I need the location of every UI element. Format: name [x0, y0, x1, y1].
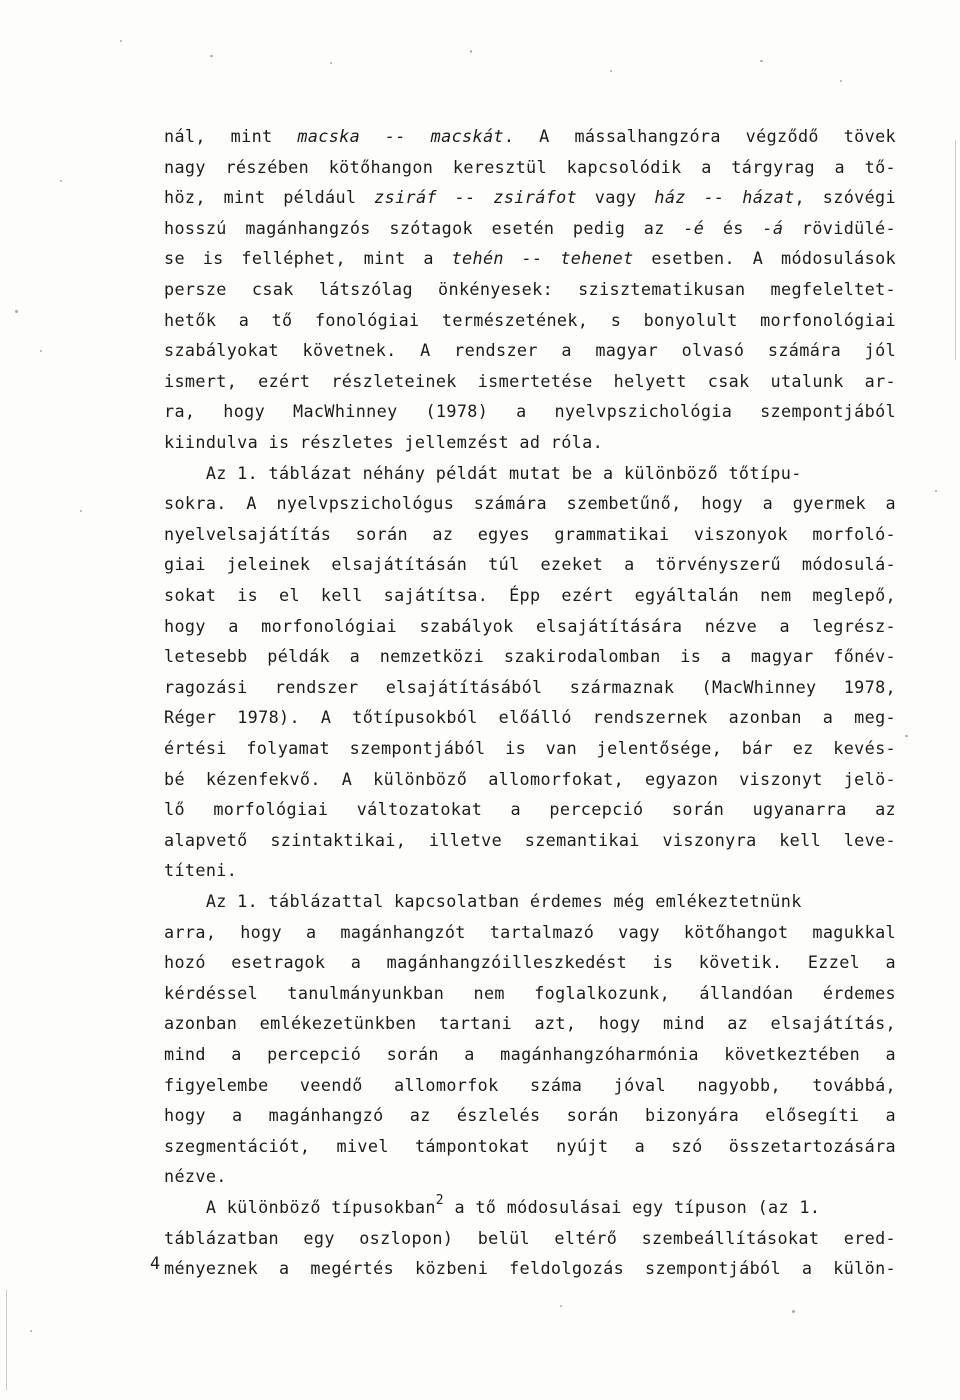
- text-segment: lő morfológiai változatokat a percepció során ugyanarra az: [164, 799, 896, 820]
- text-segment: Az 1. táblázat néhány példát mutat be a különböző tőtípu-: [164, 462, 802, 483]
- text-line: [164, 769, 896, 789]
- italic-example: macska -- macskát: [297, 126, 504, 146]
- text-segment: . A mássalhangzóra végződő tövek: [503, 126, 896, 146]
- text-line: [164, 1105, 896, 1125]
- text-line: [164, 1075, 896, 1095]
- italic-example: -é: [683, 217, 705, 238]
- text-line: [164, 585, 896, 605]
- scan-edge-line: [6, 1290, 7, 1390]
- text-segment: nyelvelsajátítás során az egyes grammatikai viszonyok morfoló-: [164, 523, 896, 544]
- scan-speck: [792, 1310, 795, 1313]
- scan-speck: [560, 1305, 562, 1307]
- text-segment: Réger 1978). A tőtípusokból előálló rendszernek azonban a meg-: [164, 707, 896, 728]
- text-line: [164, 463, 896, 483]
- text-line: [164, 707, 896, 727]
- scan-speck: [210, 55, 213, 57]
- text-line: [164, 952, 896, 972]
- text-line: [164, 279, 896, 299]
- italic-example: ház -- házat: [654, 187, 795, 208]
- scan-speck: [935, 490, 937, 492]
- text-line: [164, 187, 896, 207]
- text-segment: táblázatban egy oszlopon) belül eltérő szembeállításokat ered-: [164, 1227, 896, 1248]
- text-line: [164, 860, 896, 880]
- italic-example: zsiráf -- zsiráfot: [374, 187, 578, 208]
- text-segment: Az 1. táblázattal kapcsolatban érdemes még emlékeztetnünk: [164, 891, 802, 911]
- text-line: [164, 1228, 896, 1248]
- scan-speck: [120, 40, 122, 42]
- text-segment: ményeznek a megértés közbeni feldolgozás szempontjából a külön-: [164, 1258, 896, 1279]
- text-segment: hozó esetragok a magánhangzóilleszkedést is követik. Ezzel a: [164, 952, 896, 973]
- scan-speck: [610, 70, 612, 72]
- text-segment: sokat is el kell sajátítsa. Épp ezért egyáltalán nem meglepő,: [164, 585, 896, 605]
- text-segment: höz, mint például: [164, 187, 375, 208]
- text-segment: nézve.: [164, 1166, 227, 1187]
- text-line: [164, 401, 896, 421]
- text-segment: nál, mint: [164, 126, 298, 146]
- text-segment: kiindulva is részletes jellemzést ad róla.: [164, 432, 604, 452]
- text-segment: , szóvégi: [794, 187, 896, 208]
- scan-edge-line: [955, 140, 956, 360]
- footnote-marker: 2: [435, 1193, 444, 1208]
- text-segment: hogy a morfonológiai szabályok elsajátítására nézve a legrész-: [164, 615, 896, 636]
- text-line: [164, 493, 896, 513]
- text-line: [164, 1044, 896, 1064]
- text-line: [164, 310, 896, 330]
- scan-speck: [760, 60, 763, 62]
- italic-example: -á: [762, 217, 784, 238]
- scan-speck: [840, 80, 842, 82]
- text-segment: hetők a tő fonológiai természetének, s bonyolult morfonológiai: [164, 309, 896, 330]
- scan-speck: [330, 62, 332, 64]
- text-line: [164, 677, 896, 697]
- text-segment: a tő módosulásai egy típuson (az 1.: [443, 1197, 821, 1217]
- text-line: [164, 524, 896, 544]
- text-line: [164, 218, 896, 238]
- text-segment: hogy a magánhangzó az észlelés során bizonyára elősegíti a: [164, 1105, 896, 1126]
- text-segment: mind a percepció során a magánhangzóharmónia következtében a: [164, 1044, 896, 1064]
- italic-example: tehén -- tehenet: [451, 248, 634, 269]
- scan-speck: [30, 1330, 32, 1332]
- text-segment: kérdéssel tanulmányunkban nem foglalkozunk, állandóan érdemes: [164, 982, 896, 1003]
- text-line: [164, 646, 896, 666]
- page-number: 4: [150, 1253, 161, 1273]
- text-segment: letesebb példák a nemzetközi szakirodalomban is a magyar főnév-: [164, 646, 896, 667]
- text-line: [164, 157, 896, 177]
- text-segment: rövidülé-: [783, 217, 896, 238]
- text-segment: ismert, ezért részleteinek ismertetése helyett csak utalunk ar-: [164, 370, 896, 391]
- text-segment: szabályokat követnek. A rendszer a magyar olvasó számára jól: [164, 340, 896, 361]
- scan-speck: [80, 510, 82, 512]
- text-line: [164, 830, 896, 850]
- text-line: [164, 1013, 896, 1033]
- text-segment: persze csak látszólag önkényesek: szisztematikusan megfeleltet-: [164, 279, 896, 299]
- text-segment: giai jeleinek elsajátításán túl ezeket a törvényszerű módosulá-: [164, 554, 896, 575]
- text-line: [164, 922, 896, 942]
- scan-speck: [905, 735, 908, 737]
- text-line: [164, 126, 896, 146]
- text-line: [164, 554, 896, 574]
- text-line: [164, 738, 896, 758]
- text-line: [164, 371, 896, 391]
- text-segment: alapvető szintaktikai, illetve szemantikai viszonyra kell leve-: [164, 829, 896, 850]
- text-line: [164, 1258, 896, 1278]
- text-segment: vagy: [577, 187, 655, 208]
- text-segment: ra, hogy MacWhinney (1978) a nyelvpszichológia szempontjából: [164, 401, 896, 422]
- text-segment: títeni.: [164, 860, 238, 881]
- text-line: [164, 432, 896, 452]
- text-line: [164, 891, 896, 911]
- text-segment: arra, hogy a magánhangzót tartalmazó vagy kötőhangot magukkal: [164, 921, 896, 942]
- text-segment: esetben. A módosulások: [633, 248, 896, 269]
- text-segment: hosszú magánhangzós szótagok esetén pedig az: [164, 217, 684, 238]
- text-segment: nagy részében kötőhangon keresztül kapcsolódik a tárgyrag a tő-: [164, 156, 896, 177]
- text-line: [164, 1136, 896, 1156]
- scan-speck: [60, 180, 62, 182]
- text-line: [164, 1166, 896, 1186]
- text-segment: bé kézenfekvő. A különböző allomorfokat, egyazon viszonyt jelö-: [164, 768, 896, 789]
- text-line: [164, 616, 896, 636]
- text-segment: A különböző típusokban: [164, 1197, 436, 1217]
- text-segment: sokra. A nyelvpszichológus számára szembetűnő, hogy a gyermek a: [164, 493, 896, 514]
- text-segment: és: [704, 217, 763, 238]
- text-line: [164, 983, 896, 1003]
- text-line: [164, 340, 896, 360]
- text-segment: értési folyamat szempontjából is van jelentősége, bár ez kevés-: [164, 738, 896, 758]
- text-segment: azonban emlékezetünkben tartani azt, hogy mind az elsajátítás,: [164, 1013, 896, 1034]
- text-segment: szegmentációt, mivel támpontokat nyújt a szó összetartozására: [164, 1135, 896, 1156]
- text-line: [164, 1193, 896, 1220]
- text-segment: ragozási rendszer elsajátításából származnak (MacWhinney 1978,: [164, 676, 896, 697]
- scan-speck: [40, 350, 42, 352]
- text-segment: figyelembe veendő allomorfok száma jóval nagyobb, továbbá,: [164, 1074, 896, 1095]
- text-segment: se is felléphet, mint a: [164, 248, 452, 269]
- text-line: [164, 248, 896, 268]
- text-line: [164, 799, 896, 819]
- scan-speck: [15, 310, 18, 313]
- scan-speck: [470, 50, 472, 53]
